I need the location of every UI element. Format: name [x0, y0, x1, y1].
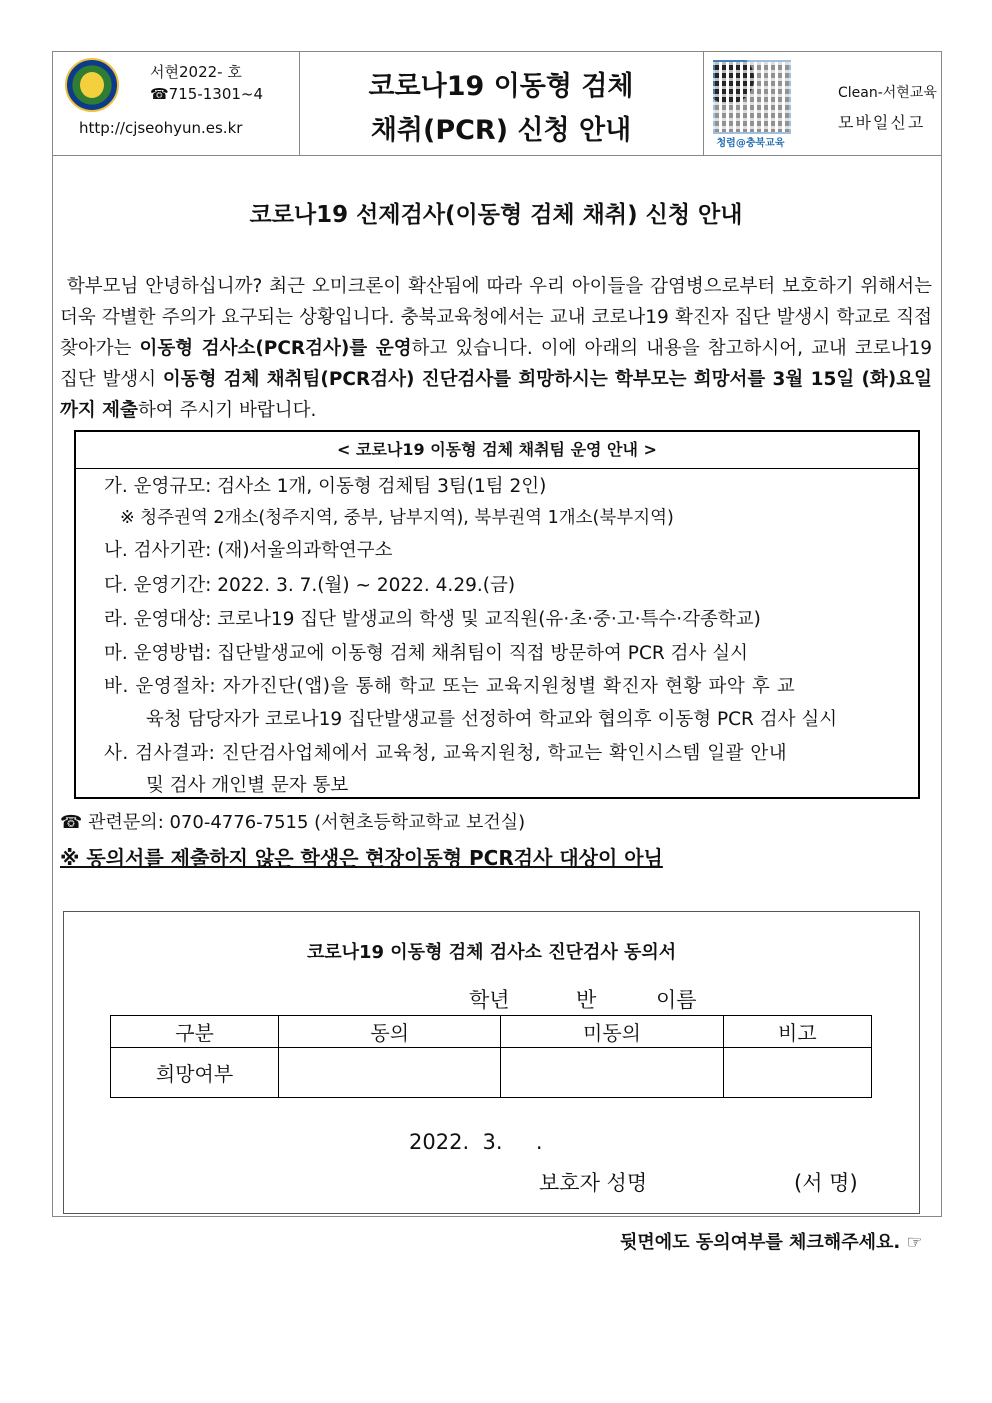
col-header-category: 구분 [111, 1016, 279, 1048]
header-title-line2: 채취(PCR) 신청 안내 [370, 115, 632, 146]
school-doc-number: 서현2022- 호 [150, 63, 242, 81]
signature-label: (서 명) [794, 1171, 858, 1195]
info-line-regions: ※ 청주권역 2개소(청주지역, 중부, 남부지역), 북부권역 1개소(북부지역) [120, 508, 674, 528]
school-phone: ☎715-1301~4 [150, 85, 264, 103]
header-school-info [53, 52, 300, 155]
intro-paragraph: 학부모님 안녕하십니까? 최근 오미크론이 확산됨에 따라 우리 아이들을 감염병으로부터 보호하기 위해서는 더욱 각별한 주의가 요구되는 상황입니다. 충북교육청에서는 교내 코로나19 확진자 집단 발생시 학교로 직접 찾아가는 이동형 검사소(PCR검사)를 운영하고 있습니다. 이에 아래의 내용을 참고하시어, 교내 코로나19 집단 발생시 이동형 검체 채취팀(PCR검사) 진단검사를 희망하시는 학부모는 희망서를 3월 15일 (화)요일까지 제출하여 주시기 바랍니다. [60, 276, 933, 421]
info-line-procedure: 바. 운영절차: 자가진단(앱)을 통해 학교 또는 교육지원청별 확진자 현황 파악 후 교 [104, 676, 796, 697]
row-label-wish: 희망여부 [111, 1048, 279, 1098]
consent-table [110, 1015, 872, 1098]
info-line-result: 사. 검사결과: 진단검사업체에서 교육청, 교육지원청, 학교는 확인시스템 일괄 안내 [104, 743, 788, 764]
back-page-notice: 뒷면에도 동의여부를 체크해주세요. ☞ [620, 1232, 923, 1253]
info-line-period: 다. 운영기간: 2022. 3. 7.(월) ~ 2022. 4.29.(금) [104, 575, 516, 596]
mobile-report-label: 모바일신고 [838, 113, 926, 132]
operation-info-heading: < 코로나19 이동형 검체 채취팀 운영 안내 > [76, 432, 918, 469]
disagree-checkbox-cell[interactable] [501, 1048, 723, 1098]
school-logo [65, 58, 119, 112]
class-label: 반 [576, 988, 597, 1012]
header-clean-cell [798, 52, 941, 155]
operation-info-box [74, 430, 920, 799]
consent-date: 2022. 3. . [409, 1130, 543, 1154]
school-url[interactable]: http://cjseohyun.es.kr [79, 119, 243, 137]
note-cell[interactable] [723, 1048, 871, 1098]
info-line-procedure-cont: 육청 담당자가 코로나19 집단발생교를 선정하여 학교와 협의후 이동형 PCR 검사 실시 [146, 709, 838, 730]
header-title-line1: 코로나19 이동형 검체 [368, 71, 634, 102]
info-line-institution: 나. 검사기관: (재)서울의과학연구소 [104, 540, 393, 561]
header-box [52, 51, 942, 156]
info-line-scale: 가. 운영규모: 검사소 1개, 이동형 검체팀 3팀(1팀 2인) [104, 476, 547, 497]
consent-form-box [63, 911, 920, 1214]
intro-bold-2: 이동형 검체 채취팀(PCR검사) 진단검사를 희망하시는 학부모는 희망서를 3월 15일 (화)요일까지 제출 [60, 369, 933, 421]
col-header-disagree: 미동의 [501, 1016, 723, 1048]
contact-line: ☎ 관련문의: 070-4776-7515 (서현초등학교학교 보건실) [60, 812, 526, 833]
col-header-note: 비고 [723, 1016, 871, 1048]
qr-caption: 청렴@충북교육 [716, 138, 785, 149]
header-qr-cell [703, 52, 798, 155]
info-line-result-cont: 및 검사 개인별 문자 통보 [146, 775, 349, 796]
grade-label: 학년 [469, 988, 510, 1012]
info-line-target: 라. 운영대상: 코로나19 집단 발생교의 학생 및 교직원(유·초·중·고·특수·각종학교) [104, 609, 761, 630]
notice-line: ※ 동의서를 제출하지 않은 학생은 현장이동형 PCR검사 대상이 아님 [60, 846, 663, 870]
header-title-cell [299, 52, 704, 155]
clean-report-title: Clean-서현교육 [838, 85, 937, 101]
consent-title: 코로나19 이동형 검체 검사소 진단검사 동의서 [306, 942, 677, 963]
info-line-method: 마. 운영방법: 집단발생교에 이동형 검체 채취팀이 직접 방문하여 PCR 검사 실시 [104, 643, 748, 664]
agree-checkbox-cell[interactable] [279, 1048, 501, 1098]
name-label: 이름 [656, 988, 697, 1012]
intro-bold-1: 이동형 검사소(PCR검사)를 운영 [139, 338, 412, 359]
guardian-name-label: 보호자 성명 [539, 1171, 648, 1195]
document-title: 코로나19 선제검사(이동형 검체 채취) 신청 안내 [249, 202, 743, 228]
col-header-agree: 동의 [279, 1016, 501, 1048]
